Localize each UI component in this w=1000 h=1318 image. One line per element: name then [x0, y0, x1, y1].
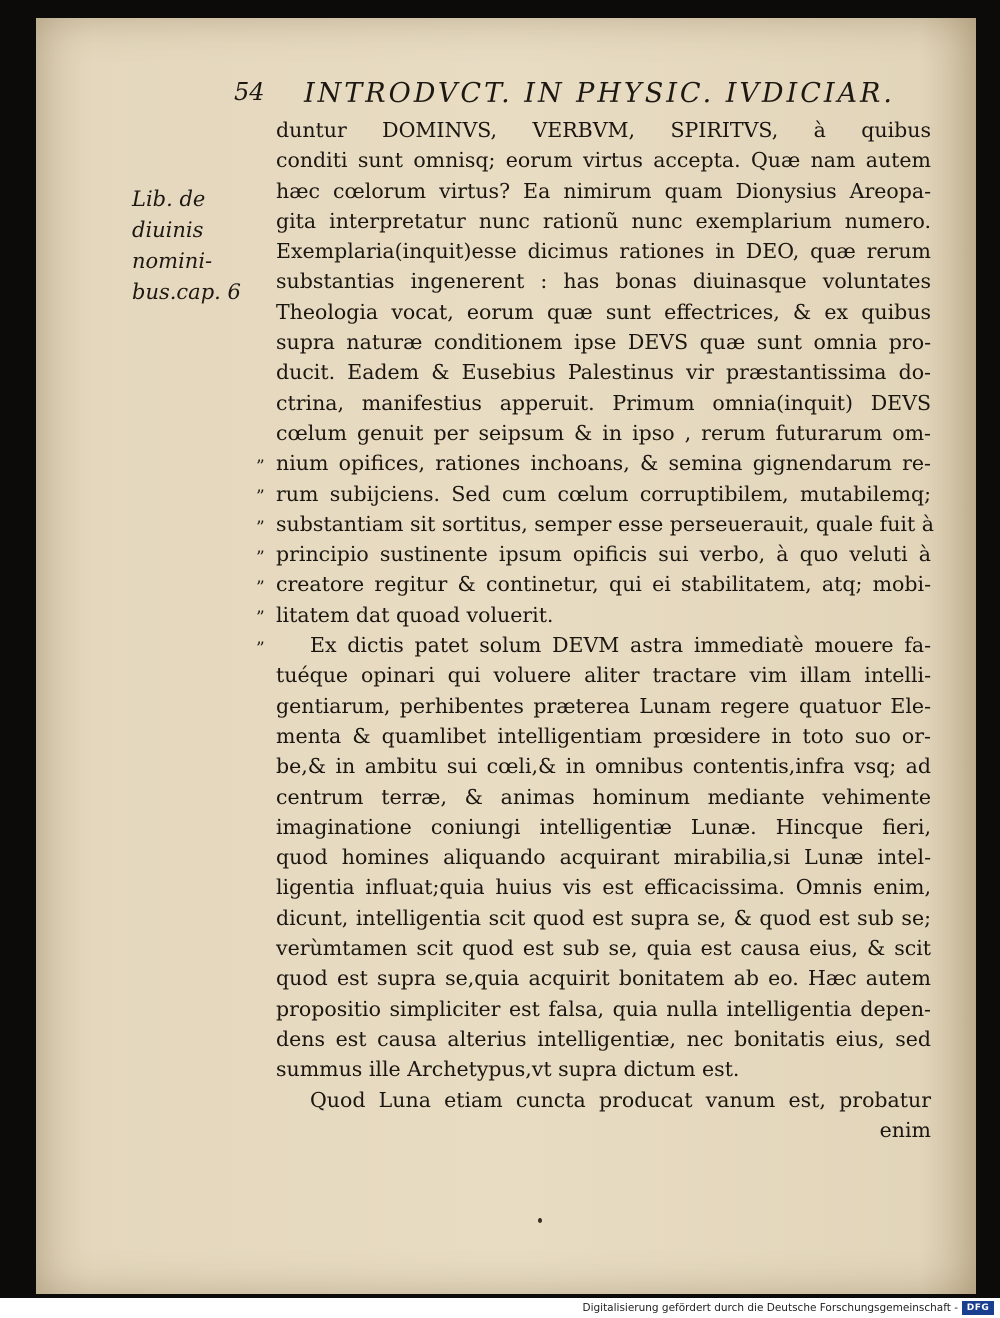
text-line: nium opifices, rationes inchoans, & semina gignendarum re- — [276, 451, 931, 476]
quote-mark: ” — [256, 517, 265, 538]
quote-mark: ” — [256, 638, 265, 659]
text-line: verùmtamen scit quod est sub se, quia est causa eius, & scit — [276, 936, 931, 961]
text-line: gentiarum, perhibentes præterea Lunam regere quatuor Ele- — [276, 693, 931, 718]
text-line: ctrina, manifestius apperuit. Primum omnia(inquit) DEVS — [276, 390, 931, 415]
dfg-logo: DFG — [962, 1301, 994, 1315]
text-line: ligentia influat;quia huius vis est efficacissima. Omnis enim, — [276, 875, 931, 900]
text-line: substantiam sit sortitus, semper esse perseuerauit, quale fuit à — [276, 511, 934, 536]
margin-note — [132, 184, 262, 308]
body-text — [276, 115, 934, 1145]
digitization-footer — [0, 1298, 1000, 1318]
text-line: duntur DOMINVS, VERBVM, SPIRITVS, à quibus — [276, 118, 931, 142]
text-line: supra naturæ conditionem ipse DEVS quæ sunt omnia pro- — [276, 330, 931, 355]
text-line: Exemplaria(inquit)esse dicimus rationes in DEO, quæ rerum — [276, 239, 931, 264]
text-line: imaginatione coniungi intelligentiæ Lunæ. Hincque fieri, — [276, 814, 931, 839]
quote-mark: ” — [256, 608, 265, 629]
text-line: propositio simpliciter est falsa, quia nulla intelligentia depen- — [276, 996, 931, 1021]
text-line: summus ille Archetypus,vt supra dictum est. — [276, 1057, 740, 1082]
text-line: quod est supra se,quia acquirit bonitatem ab eo. Hæc autem — [276, 966, 931, 991]
text-line: tuéque opinari qui voluere aliter tractare vim illam intelli- — [276, 663, 931, 688]
text-line: be,& in ambitu sui cœli,& in omnibus contentis,infra vsq; ad — [276, 754, 931, 779]
paragraph-start-line: Ex dictis patet solum DEVM astra immediatè mouere fa- — [310, 633, 931, 658]
text-line: creatore regitur & continetur, qui ei stabilitatem, atq; mobi- — [276, 572, 931, 597]
ink-speck — [538, 1218, 542, 1223]
text-line: conditi sunt omnisq; eorum virtus accepta. Quæ nam autem — [276, 148, 931, 173]
text-line: dens est causa alterius intelligentiæ, nec bonitatis eius, sed — [276, 1026, 931, 1051]
margin-note-line: Lib. de — [132, 187, 206, 211]
quote-mark: ” — [256, 547, 265, 568]
text-line: quod homines aliquando acquirant mirabilia,si Lunæ intel- — [276, 845, 931, 870]
running-title: INTRODVCT. IN PHYSIC. IVDICIAR. — [304, 78, 895, 109]
text-line: hæc cœlorum virtus? Ea nimirum quam Dionysius Areopa- — [276, 178, 931, 203]
quote-mark: ” — [256, 578, 265, 599]
text-line: Theologia vocat, eorum quæ sunt effectrices, & ex quibus — [276, 299, 931, 324]
page-number: 54 — [234, 78, 265, 106]
text-line: gita interpretatur nunc rationũ nunc exemplarium numero. — [276, 208, 931, 233]
quotation-marks-column — [256, 452, 278, 664]
margin-note-line: nomini- — [132, 249, 213, 273]
text-line: centrum terræ, & animas hominum mediante vehimente — [276, 784, 931, 809]
running-header — [234, 74, 914, 114]
text-line: dicunt, intelligentia scit quod est supra se, & quod est sub se; — [276, 905, 931, 930]
text-line: litatem dat quoad voluerit. — [276, 602, 554, 627]
text-line: menta & quamlibet intelligentiam prœsidere in toto suo or- — [276, 723, 931, 748]
text-line: principio sustinente ipsum opificis sui verbo, à quo veluti à — [276, 542, 931, 567]
quote-mark: ” — [256, 457, 265, 477]
funding-notice: Digitalisierung gefördert durch die Deutsche Forschungsgemeinschaft - — [582, 1302, 958, 1314]
margin-note-line: bus.cap. 6 — [132, 280, 241, 304]
margin-note-line: diuinis — [132, 218, 204, 242]
quote-mark: ” — [256, 487, 265, 508]
text-line: rum subijciens. Sed cum cœlum corruptibilem, mutabilemq; — [276, 481, 931, 506]
paragraph-start-line: Quod Luna etiam cuncta producat vanum est, probatur — [310, 1087, 931, 1112]
text-line: substantias ingenerent : has bonas diuinasque voluntates — [276, 269, 931, 294]
text-line: ducit. Eadem & Eusebius Palestinus vir præstantissima do- — [276, 360, 931, 385]
text-line: cœlum genuit per seipsum & in ipso , rerum futurarum om- — [276, 420, 931, 445]
catchword: enim — [879, 1117, 931, 1142]
